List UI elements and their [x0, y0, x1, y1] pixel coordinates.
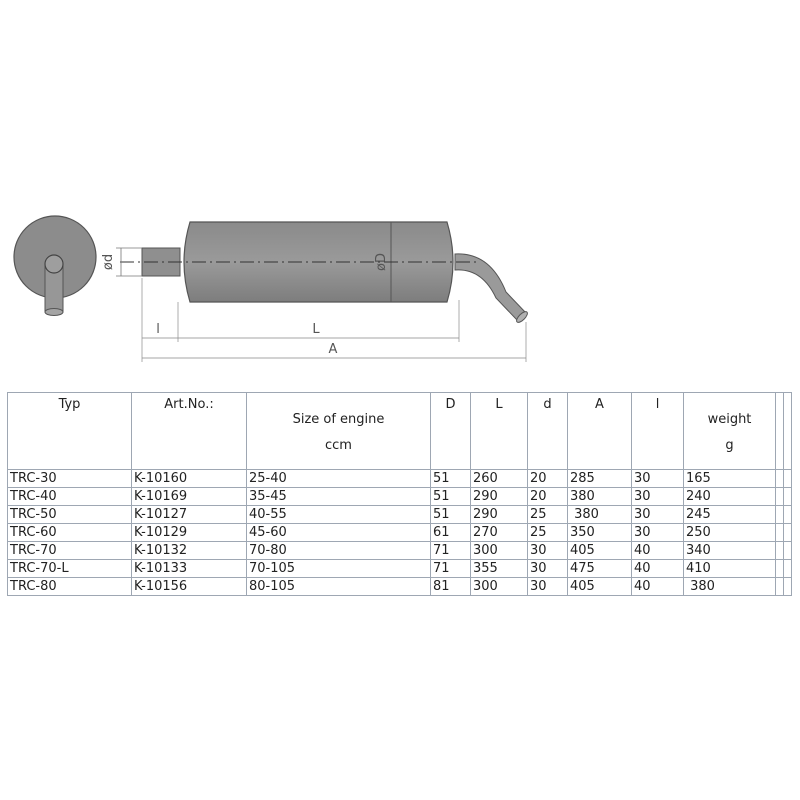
cell-engine: 70-80 [247, 542, 431, 560]
cell-typ: TRC-40 [8, 488, 132, 506]
cell-d: 20 [528, 488, 568, 506]
header-art-no: Art.No.: [132, 393, 247, 470]
table-header-row [8, 393, 792, 470]
cell-D: 81 [431, 578, 471, 596]
cell-D: 61 [431, 524, 471, 542]
cell-engine: 25-40 [247, 470, 431, 488]
header-l: l [632, 393, 684, 470]
cell-A: 405 [568, 578, 632, 596]
cell-spacer [784, 470, 792, 488]
cell-typ: TRC-70 [8, 542, 132, 560]
cell-typ: TRC-80 [8, 578, 132, 596]
cell-engine: 70-105 [247, 560, 431, 578]
cell-engine: 35-45 [247, 488, 431, 506]
cell-spacer [776, 524, 784, 542]
cell-D: 71 [431, 560, 471, 578]
cell-l: 30 [632, 488, 684, 506]
cell-weight: 240 [684, 488, 776, 506]
cell-d: 30 [528, 542, 568, 560]
cell-L: 260 [471, 470, 528, 488]
header-A: A [568, 393, 632, 470]
cell-spacer [776, 470, 784, 488]
cell-d: 20 [528, 470, 568, 488]
cell-art-no: K-10132 [132, 542, 247, 560]
header-D: D [431, 393, 471, 470]
table-row [8, 470, 792, 488]
label-l: l [156, 322, 160, 337]
label-D: øD [374, 253, 389, 271]
cell-art-no: K-10169 [132, 488, 247, 506]
cell-spacer [784, 560, 792, 578]
cell-spacer [784, 524, 792, 542]
header-weight: weight g [684, 393, 776, 470]
cell-spacer [784, 488, 792, 506]
dim-L [142, 322, 459, 338]
cell-typ: TRC-30 [8, 470, 132, 488]
table-row [8, 506, 792, 524]
cell-L: 300 [471, 578, 528, 596]
cell-L: 290 [471, 488, 528, 506]
cell-weight: 380 [684, 578, 776, 596]
cell-engine: 40-55 [247, 506, 431, 524]
cell-L: 290 [471, 506, 528, 524]
cell-spacer [776, 506, 784, 524]
header-spacer-1 [776, 393, 784, 470]
cell-weight: 250 [684, 524, 776, 542]
table-row [8, 578, 792, 596]
cell-D: 51 [431, 488, 471, 506]
cell-d: 30 [528, 578, 568, 596]
header-L: L [471, 393, 528, 470]
header-typ: Typ [8, 393, 132, 470]
cell-typ: TRC-70-L [8, 560, 132, 578]
cell-art-no: K-10160 [132, 470, 247, 488]
cell-spacer [776, 488, 784, 506]
spec-table [7, 392, 792, 596]
cell-A: 380 [568, 506, 632, 524]
outlet-pipe [455, 254, 529, 324]
cell-weight: 410 [684, 560, 776, 578]
end-view [14, 216, 96, 316]
header-engine-size: Size of engine ccm [247, 393, 431, 470]
cell-art-no: K-10129 [132, 524, 247, 542]
cell-art-no: K-10133 [132, 560, 247, 578]
header-d: d [528, 393, 568, 470]
cell-D: 71 [431, 542, 471, 560]
cell-art-no: K-10127 [132, 506, 247, 524]
cell-L: 270 [471, 524, 528, 542]
cell-art-no: K-10156 [132, 578, 247, 596]
cell-A: 380 [568, 488, 632, 506]
dim-A [142, 342, 526, 358]
cell-l: 40 [632, 578, 684, 596]
cell-l: 40 [632, 560, 684, 578]
table-row [8, 560, 792, 578]
cell-spacer [776, 542, 784, 560]
cell-D: 51 [431, 506, 471, 524]
cell-d: 25 [528, 506, 568, 524]
muffler-drawing [0, 200, 800, 370]
cell-spacer [776, 578, 784, 596]
cell-weight: 340 [684, 542, 776, 560]
cell-A: 405 [568, 542, 632, 560]
cell-typ: TRC-50 [8, 506, 132, 524]
cell-typ: TRC-60 [8, 524, 132, 542]
table-row [8, 524, 792, 542]
cell-D: 51 [431, 470, 471, 488]
cell-l: 30 [632, 506, 684, 524]
cell-spacer [784, 542, 792, 560]
cell-A: 285 [568, 470, 632, 488]
cell-l: 30 [632, 470, 684, 488]
cell-engine: 80-105 [247, 578, 431, 596]
cell-weight: 245 [684, 506, 776, 524]
cell-A: 350 [568, 524, 632, 542]
cell-d: 25 [528, 524, 568, 542]
cell-d: 30 [528, 560, 568, 578]
label-d: ød [101, 253, 116, 271]
table-row [8, 542, 792, 560]
header-spacer-2 [784, 393, 792, 470]
cell-L: 300 [471, 542, 528, 560]
table-row [8, 488, 792, 506]
label-L: L [312, 322, 320, 337]
cell-l: 40 [632, 542, 684, 560]
cell-weight: 165 [684, 470, 776, 488]
cell-spacer [776, 560, 784, 578]
cell-L: 355 [471, 560, 528, 578]
cell-spacer [784, 578, 792, 596]
cell-l: 30 [632, 524, 684, 542]
cell-engine: 45-60 [247, 524, 431, 542]
cell-spacer [784, 506, 792, 524]
label-A: A [328, 342, 338, 357]
cell-A: 475 [568, 560, 632, 578]
